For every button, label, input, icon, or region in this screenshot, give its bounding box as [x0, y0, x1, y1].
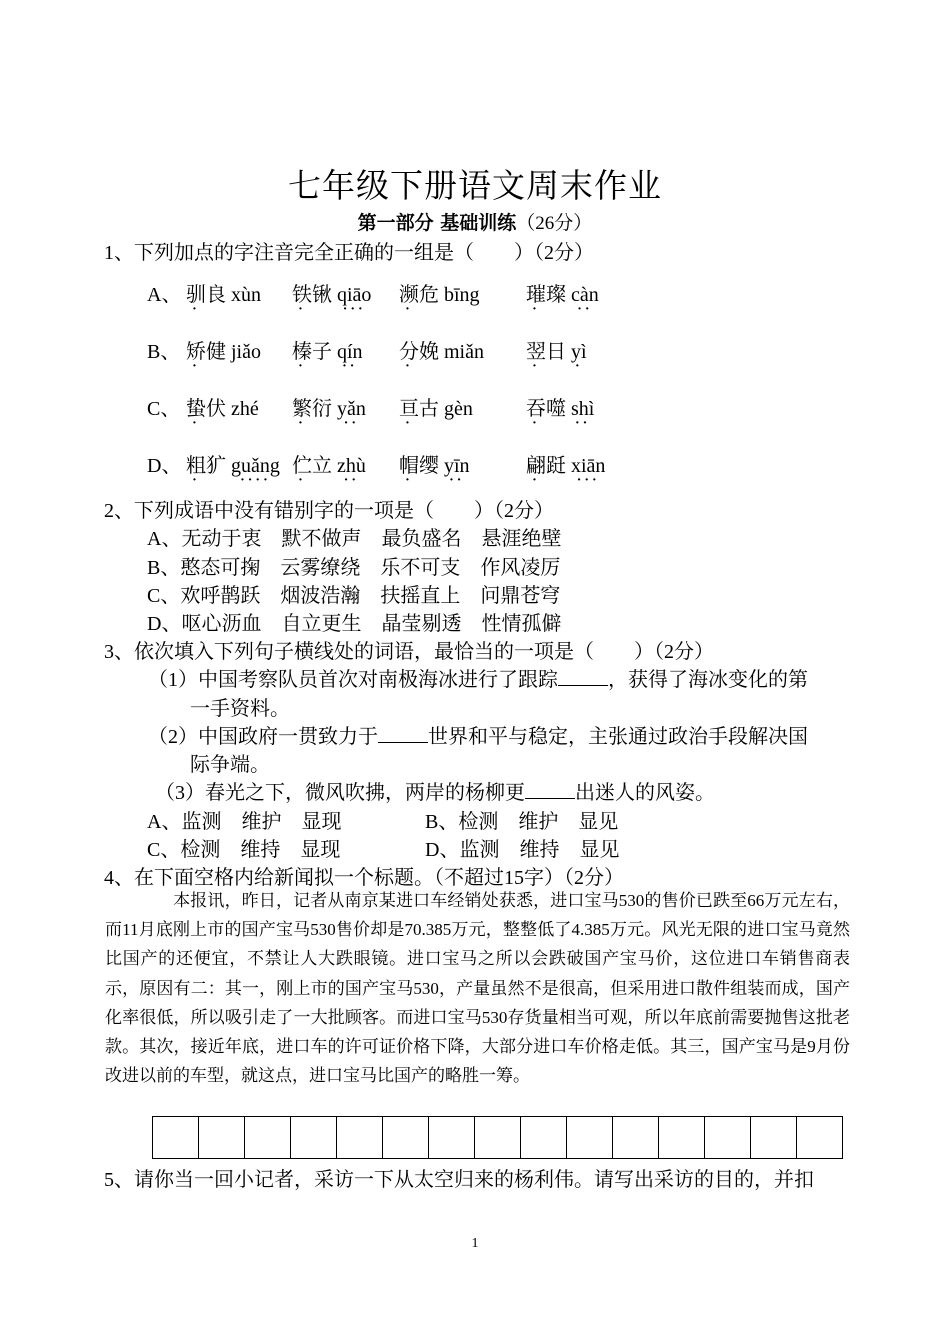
grid-cell[interactable]: [567, 1117, 613, 1159]
grid-cell[interactable]: [797, 1117, 843, 1159]
question-1-option-b-label: B、: [147, 341, 181, 363]
grid-cell[interactable]: [705, 1117, 751, 1159]
question-3-sentence-1: （1）中国考察队员首次对南极海冰进行了跟踪 ，获得了海冰变化的第: [148, 669, 808, 691]
question-1-option-c-label: C、: [147, 398, 181, 420]
question-1-option-item: 翌 · 日 yì ·: [526, 341, 587, 374]
question-2-option-c: C、欢呼鹊跃 烟波浩瀚 扶摇直上 问鼎苍穹: [147, 585, 561, 607]
question-1-option-item: 铁 · 锹 qiāo ···: [292, 284, 372, 317]
question-1-option-item: 亘 · 古 gèn: [399, 398, 473, 431]
question-1-option-item: 驯 · 良 xùn: [186, 284, 261, 317]
answer-blank: [558, 667, 608, 686]
question-4-stem: 4、在下面空格内给新闻拟一个标题。（不超过15字）（2分）: [104, 867, 624, 889]
grid-cell[interactable]: [475, 1117, 521, 1159]
question-1-option-a-label: A、: [147, 284, 182, 306]
question-1-option-item: 蛰 · 伏 zhé: [186, 398, 259, 431]
question-1-option-item: 濒 · 危 bīng: [399, 284, 480, 317]
grid-cell[interactable]: [245, 1117, 291, 1159]
question-2-stem: 2、下列成语中没有错别字的一项是（ ）（2分）: [104, 500, 554, 522]
grid-cell[interactable]: [613, 1117, 659, 1159]
grid-cell[interactable]: [153, 1117, 199, 1159]
question-2-option-d: D、呕心沥血 自立更生 晶莹剔透 性情孤僻: [147, 613, 562, 635]
page-title: 七年级下册语文周末作业: [288, 166, 662, 205]
question-1-option-d-label: D、: [147, 455, 182, 477]
question-2-option-b: B、憨态可掬 云雾缭绕 乐不可支 作风凌厉: [147, 557, 561, 579]
question-3-option-d: D、监测 维持 显见: [425, 839, 620, 861]
question-1-option-item: 吞 · 噬 shì ··: [526, 398, 595, 431]
question-1-option-item: 翩 · 跹 xiān ···: [526, 455, 606, 488]
question-1-option-item: 分 · 娩 miǎn: [399, 341, 484, 374]
question-1-option-item: 粗 · 犷 guǎng ····: [186, 455, 280, 488]
grid-cell[interactable]: [751, 1117, 797, 1159]
answer-blank: [525, 780, 575, 799]
grid-cell[interactable]: [291, 1117, 337, 1159]
question-3-sentence-1-cont: 一手资料。: [190, 698, 290, 720]
grid-cell[interactable]: [429, 1117, 475, 1159]
answer-blank: [378, 724, 428, 743]
question-5-stem: 5、请你当一回小记者，采访一下从太空归来的杨利伟。请写出采访的目的，并扣: [104, 1169, 814, 1191]
question-2-option-a: A、无动于衷 默不做声 最负盛名 悬涯绝壁: [147, 528, 562, 550]
grid-cell[interactable]: [199, 1117, 245, 1159]
question-1-option-item: 繁 · 衍 yǎn ··: [292, 398, 366, 431]
news-passage: 本报讯，昨日，记者从南京某进口车经销处获悉，进口宝马530的售价已跌至66万元左右，而11月底刚上市的国产宝马530售价却是70.385万元，整整低了4.385万元。风光无限的进口宝马竟然比国产的还便宜，不禁让人大跌眼镜。进口宝马之所以会跌破国产宝马价，这位进口车销售商表示，原因有二：其一，刚上市的国产宝马530，产量虽然不是很高，但采用进口散件组装而成，国产化率很低，所以吸引走了一大批顾客。而进口宝马530存货量相当可观，所以年底前需要抛售这批老款。其次，接近年底，进口车的许可证价格下降，大部分进口车价格走低。其三，国产宝马是9月份改进以前的车型，就这点，进口宝马比国产的略胜一筹。: [105, 891, 850, 1086]
question-1-option-item: 帽 · 缨 yīn ··: [399, 455, 470, 488]
question-1-option-item: 榛 · 子 qín ··: [292, 341, 363, 374]
question-3-stem: 3、依次填入下列句子横线处的词语，最恰当的一项是（ ）（2分）: [104, 641, 714, 663]
question-1-option-item: 矫 · 健 jiǎo: [186, 341, 261, 374]
question-3-option-b: B、检测 维护 显见: [425, 811, 619, 833]
title-answer-grid[interactable]: [152, 1116, 843, 1159]
question-1-option-item: 伫 · 立 zhù ··: [292, 455, 366, 488]
grid-cell[interactable]: [521, 1117, 567, 1159]
question-3-sentence-3: （3）春光之下，微风吹拂，两岸的杨柳更 出迷人的风姿。: [155, 782, 715, 804]
question-1-stem: 1、下列加点的字注音完全正确的一组是（ ）（2分）: [104, 242, 594, 264]
question-3-sentence-2: （2）中国政府一贯致力于 世界和平与稳定，主张通过政治手段解决国: [148, 726, 808, 748]
page-number: 1: [471, 1236, 479, 1251]
grid-cell[interactable]: [383, 1117, 429, 1159]
question-3-option-a: A、监测 维护 显现: [147, 811, 342, 833]
question-3-option-c: C、检测 维持 显现: [147, 839, 341, 861]
question-1-option-item: 璀 · 璨 càn ··: [526, 284, 599, 317]
question-3-sentence-2-cont: 际争端。: [190, 754, 270, 776]
grid-cell[interactable]: [659, 1117, 705, 1159]
section-heading: 第一部分 基础训练（26分）: [357, 212, 593, 234]
grid-cell[interactable]: [337, 1117, 383, 1159]
